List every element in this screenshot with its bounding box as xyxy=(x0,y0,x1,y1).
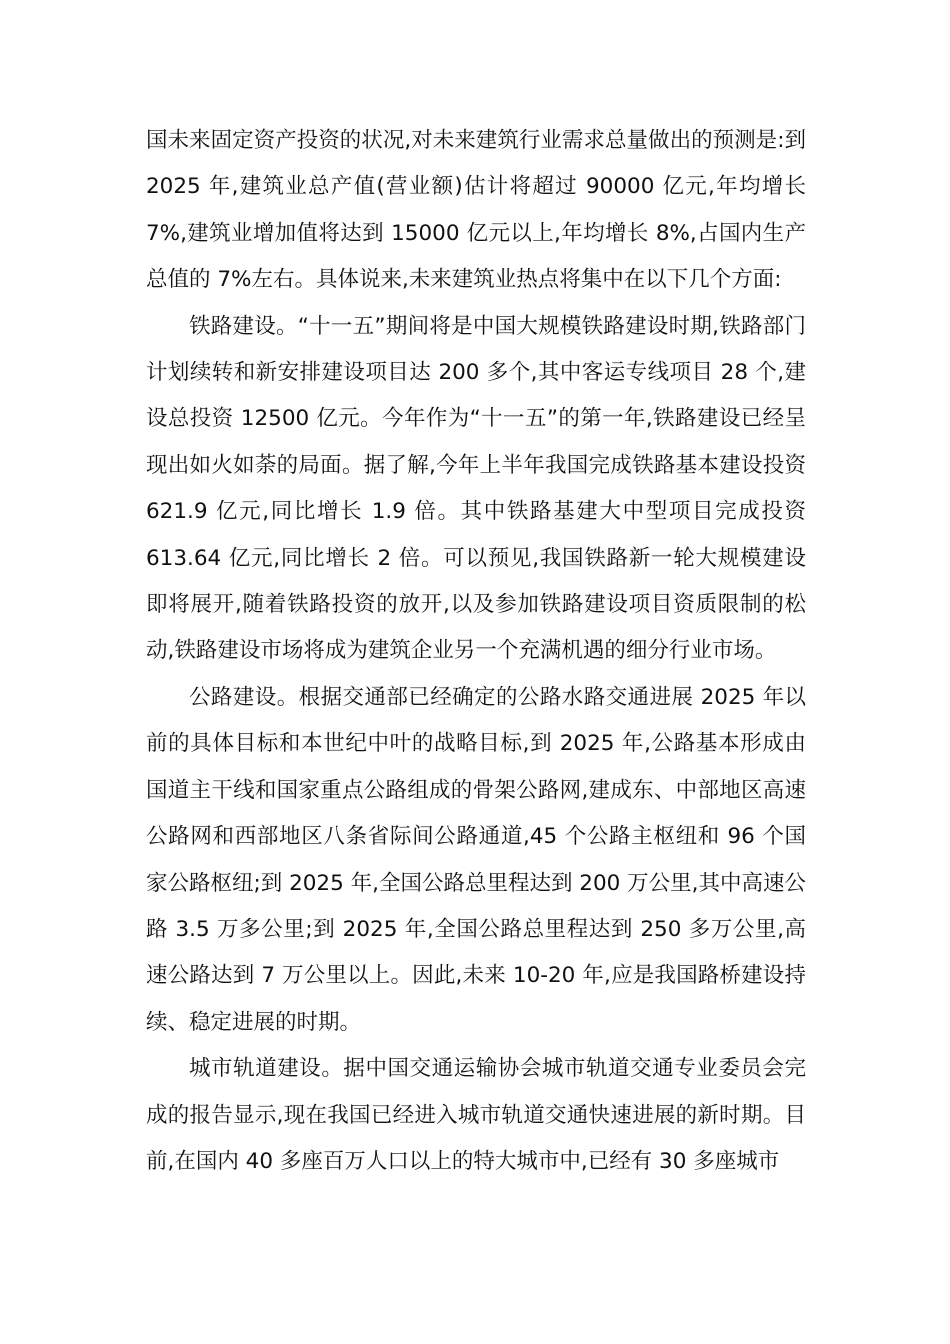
document-body xyxy=(146,118,806,1185)
paragraph-railway: 铁路建设。“十一五”期间将是中国大规模铁路建设时期,铁路部门计划续转和新安排建设项目达 200 多个,其中客运专线项目 28 个,建设总投资 12500 亿元。今年作为“十一五”的第一年,铁路建设已经呈现出如火如荼的局面。据了解,今年上半年我国完成铁路基本建设投资 621.9 亿元,同比增长 1.9 倍。其中铁路基建大中型项目完成投资 613.64 亿元,同比增长 2 倍。可以预见,我国铁路新一轮大规模建设即将展开,随着铁路投资的放开,以及参加铁路建设项目资质限制的松动,铁路建设市场将成为建筑企业另一个充满机遇的细分行业市场。 xyxy=(146,313,806,664)
paragraph-highway: 公路建设。根据交通部已经确定的公路水路交通进展 2025 年以前的具体目标和本世纪中叶的战略目标,到 2025 年,公路基本形成由国道主干线和国家重点公路组成的骨架公路网,建成东、中部地区高速公路网和西部地区八条省际间公路通道,45 个公路主枢纽和 96 个国家公路枢纽;到 2025 年,全国公路总里程达到 200 万公里,其中高速公路 3.5 万多公里;到 2025 年,全国公路总里程达到 250 多万公里,高速公路达到 7 万公里以上。因此,未来 10-20 年,应是我国路桥建设持续、稳定进展的时期。 xyxy=(146,684,807,1035)
paragraph-urban-rail: 城市轨道建设。据中国交通运输协会城市轨道交通专业委员会完成的报告显示,现在我国已经进入城市轨道交通快速进展的新时期。目前,在国内 40 多座百万人口以上的特大城市中,已经有 30 多座城市 xyxy=(146,1056,806,1174)
paragraph-forecast: 国未来固定资产投资的状况,对未来建筑行业需求总量做出的预测是:到 2025 年,建筑业总产值(营业额)估计将超过 90000 亿元,年均增长 7%,建筑业增加值将达到 15000 亿元以上,年均增长 8%,占国内生产总值的 7%左右。具体说来,未来建筑业热点将集中在以下几个方面: xyxy=(146,128,806,293)
